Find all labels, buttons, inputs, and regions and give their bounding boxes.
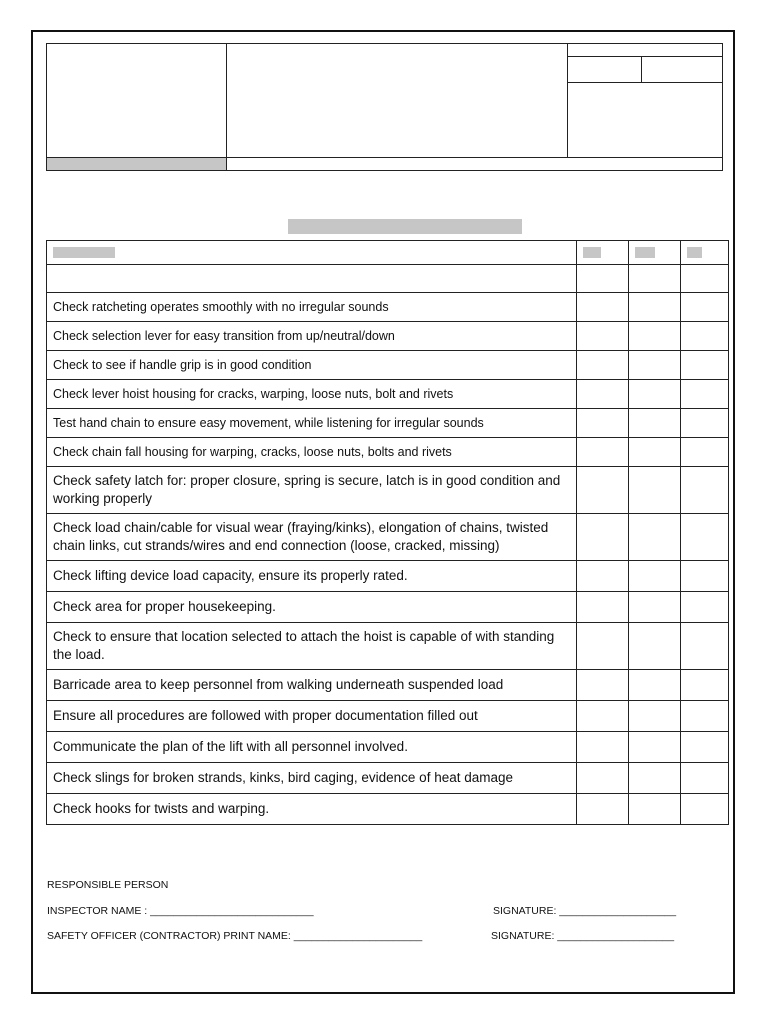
table-row — [47, 380, 729, 409]
check-cell[interactable] — [680, 380, 728, 409]
check-cell[interactable] — [576, 732, 628, 763]
check-cell[interactable] — [628, 467, 680, 514]
check-cell[interactable] — [680, 670, 728, 701]
table-row — [47, 409, 729, 438]
check-cell[interactable] — [680, 514, 728, 561]
check-cell[interactable] — [628, 670, 680, 701]
inspector-name-field[interactable]: INSPECTOR NAME : ____________________________ — [47, 905, 314, 917]
check-cell[interactable] — [576, 514, 628, 561]
checklist-item: Check to see if handle grip is in good condition — [47, 351, 577, 380]
checklist-item: Check safety latch for: proper closure, spring is secure, latch is in good condition and working properly — [47, 467, 577, 514]
check-cell[interactable] — [628, 380, 680, 409]
header-right-split — [641, 56, 642, 82]
check-cell[interactable] — [576, 380, 628, 409]
header-right-divider-1 — [567, 56, 723, 57]
checklist-item: Check area for proper housekeeping. — [47, 592, 577, 623]
check-cell[interactable] — [680, 467, 728, 514]
checklist-item: Check ratcheting operates smoothly with no irregular sounds — [47, 293, 577, 322]
check-cell[interactable] — [628, 763, 680, 794]
check-cell[interactable] — [680, 438, 728, 467]
check-cell[interactable] — [576, 592, 628, 623]
checklist-header-row — [47, 241, 729, 265]
safety-officer-signature-field[interactable]: SIGNATURE: ____________________ — [491, 930, 675, 942]
checklist-item: Communicate the plan of the lift with all personnel involved. — [47, 732, 577, 763]
table-row — [47, 623, 729, 670]
item-column-header — [47, 241, 577, 265]
header-redacted-field — [47, 158, 226, 170]
check-cell[interactable] — [576, 763, 628, 794]
table-row — [47, 561, 729, 592]
check-cell[interactable] — [576, 438, 628, 467]
checklist-table — [46, 240, 729, 825]
table-row — [47, 763, 729, 794]
responsible-person-label: RESPONSIBLE PERSON — [47, 879, 169, 891]
check-cell[interactable] — [680, 763, 728, 794]
check-cell[interactable] — [628, 514, 680, 561]
status-column-header-1-redacted — [583, 247, 601, 258]
checklist-item: Check load chain/cable for visual wear (fraying/kinks), elongation of chains, twisted chain links, cut strands/wires and end connection (loose, cracked, missing) — [47, 514, 577, 561]
check-cell[interactable] — [576, 467, 628, 514]
table-row — [47, 467, 729, 514]
check-cell[interactable] — [628, 561, 680, 592]
checklist-item: Check lifting device load capacity, ensure its properly rated. — [47, 561, 577, 592]
table-row — [47, 592, 729, 623]
checklist-item: Test hand chain to ensure easy movement, while listening for irregular sounds — [47, 409, 577, 438]
check-cell[interactable] — [576, 623, 628, 670]
check-cell[interactable] — [628, 351, 680, 380]
checklist-item: Check selection lever for easy transition from up/neutral/down — [47, 322, 577, 351]
check-cell[interactable] — [680, 623, 728, 670]
check-cell[interactable] — [680, 732, 728, 763]
inspector-signature-field[interactable]: SIGNATURE: ____________________ — [493, 905, 677, 917]
check-cell[interactable] — [576, 322, 628, 351]
table-row — [47, 794, 729, 825]
check-cell[interactable] — [576, 670, 628, 701]
table-row — [47, 701, 729, 732]
check-cell[interactable] — [628, 293, 680, 322]
table-row — [47, 293, 729, 322]
check-cell[interactable] — [576, 701, 628, 732]
check-cell[interactable] — [628, 732, 680, 763]
checklist-item: Check to ensure that location selected to attach the hoist is capable of with standing the load. — [47, 623, 577, 670]
table-row — [47, 322, 729, 351]
check-cell[interactable] — [576, 351, 628, 380]
header-divider-left — [226, 43, 227, 171]
checklist-item: Ensure all procedures are followed with proper documentation filled out — [47, 701, 577, 732]
check-cell[interactable] — [628, 438, 680, 467]
form-title-redacted — [288, 219, 522, 234]
check-cell[interactable] — [680, 293, 728, 322]
safety-officer-name-field[interactable]: SAFETY OFFICER (CONTRACTOR) PRINT NAME: ______________________ — [47, 930, 423, 942]
header-block — [46, 43, 723, 171]
check-cell[interactable] — [680, 794, 728, 825]
checklist-item: Check hooks for twists and warping. — [47, 794, 577, 825]
status-column-header-2-redacted — [635, 247, 655, 258]
item-column-header-redacted — [53, 247, 115, 258]
check-cell[interactable] — [576, 794, 628, 825]
check-cell[interactable] — [576, 293, 628, 322]
table-row — [47, 514, 729, 561]
check-cell[interactable] — [628, 623, 680, 670]
check-cell[interactable] — [628, 701, 680, 732]
table-row — [47, 670, 729, 701]
check-cell[interactable] — [628, 794, 680, 825]
check-cell[interactable] — [680, 409, 728, 438]
check-cell[interactable] — [680, 351, 728, 380]
check-cell[interactable] — [628, 322, 680, 351]
table-row — [47, 351, 729, 380]
status-column-header-3-redacted — [687, 247, 702, 258]
check-cell[interactable] — [680, 322, 728, 351]
status-column-header-2 — [628, 241, 680, 265]
check-cell[interactable] — [576, 409, 628, 438]
check-cell[interactable] — [680, 701, 728, 732]
checklist-item: Check chain fall housing for warping, cracks, loose nuts, bolts and rivets — [47, 438, 577, 467]
blank-row — [47, 265, 729, 293]
checklist-item: Check lever hoist housing for cracks, warping, loose nuts, bolt and rivets — [47, 380, 577, 409]
check-cell[interactable] — [628, 409, 680, 438]
check-cell[interactable] — [680, 592, 728, 623]
header-right-divider-2 — [567, 82, 723, 83]
status-column-header-3 — [680, 241, 728, 265]
check-cell[interactable] — [628, 592, 680, 623]
check-cell[interactable] — [680, 561, 728, 592]
status-column-header-1 — [576, 241, 628, 265]
checklist-item: Check slings for broken strands, kinks, bird caging, evidence of heat damage — [47, 763, 577, 794]
table-row — [47, 438, 729, 467]
table-row — [47, 732, 729, 763]
header-divider-right — [567, 43, 568, 157]
checklist-item: Barricade area to keep personnel from walking underneath suspended load — [47, 670, 577, 701]
check-cell[interactable] — [576, 561, 628, 592]
